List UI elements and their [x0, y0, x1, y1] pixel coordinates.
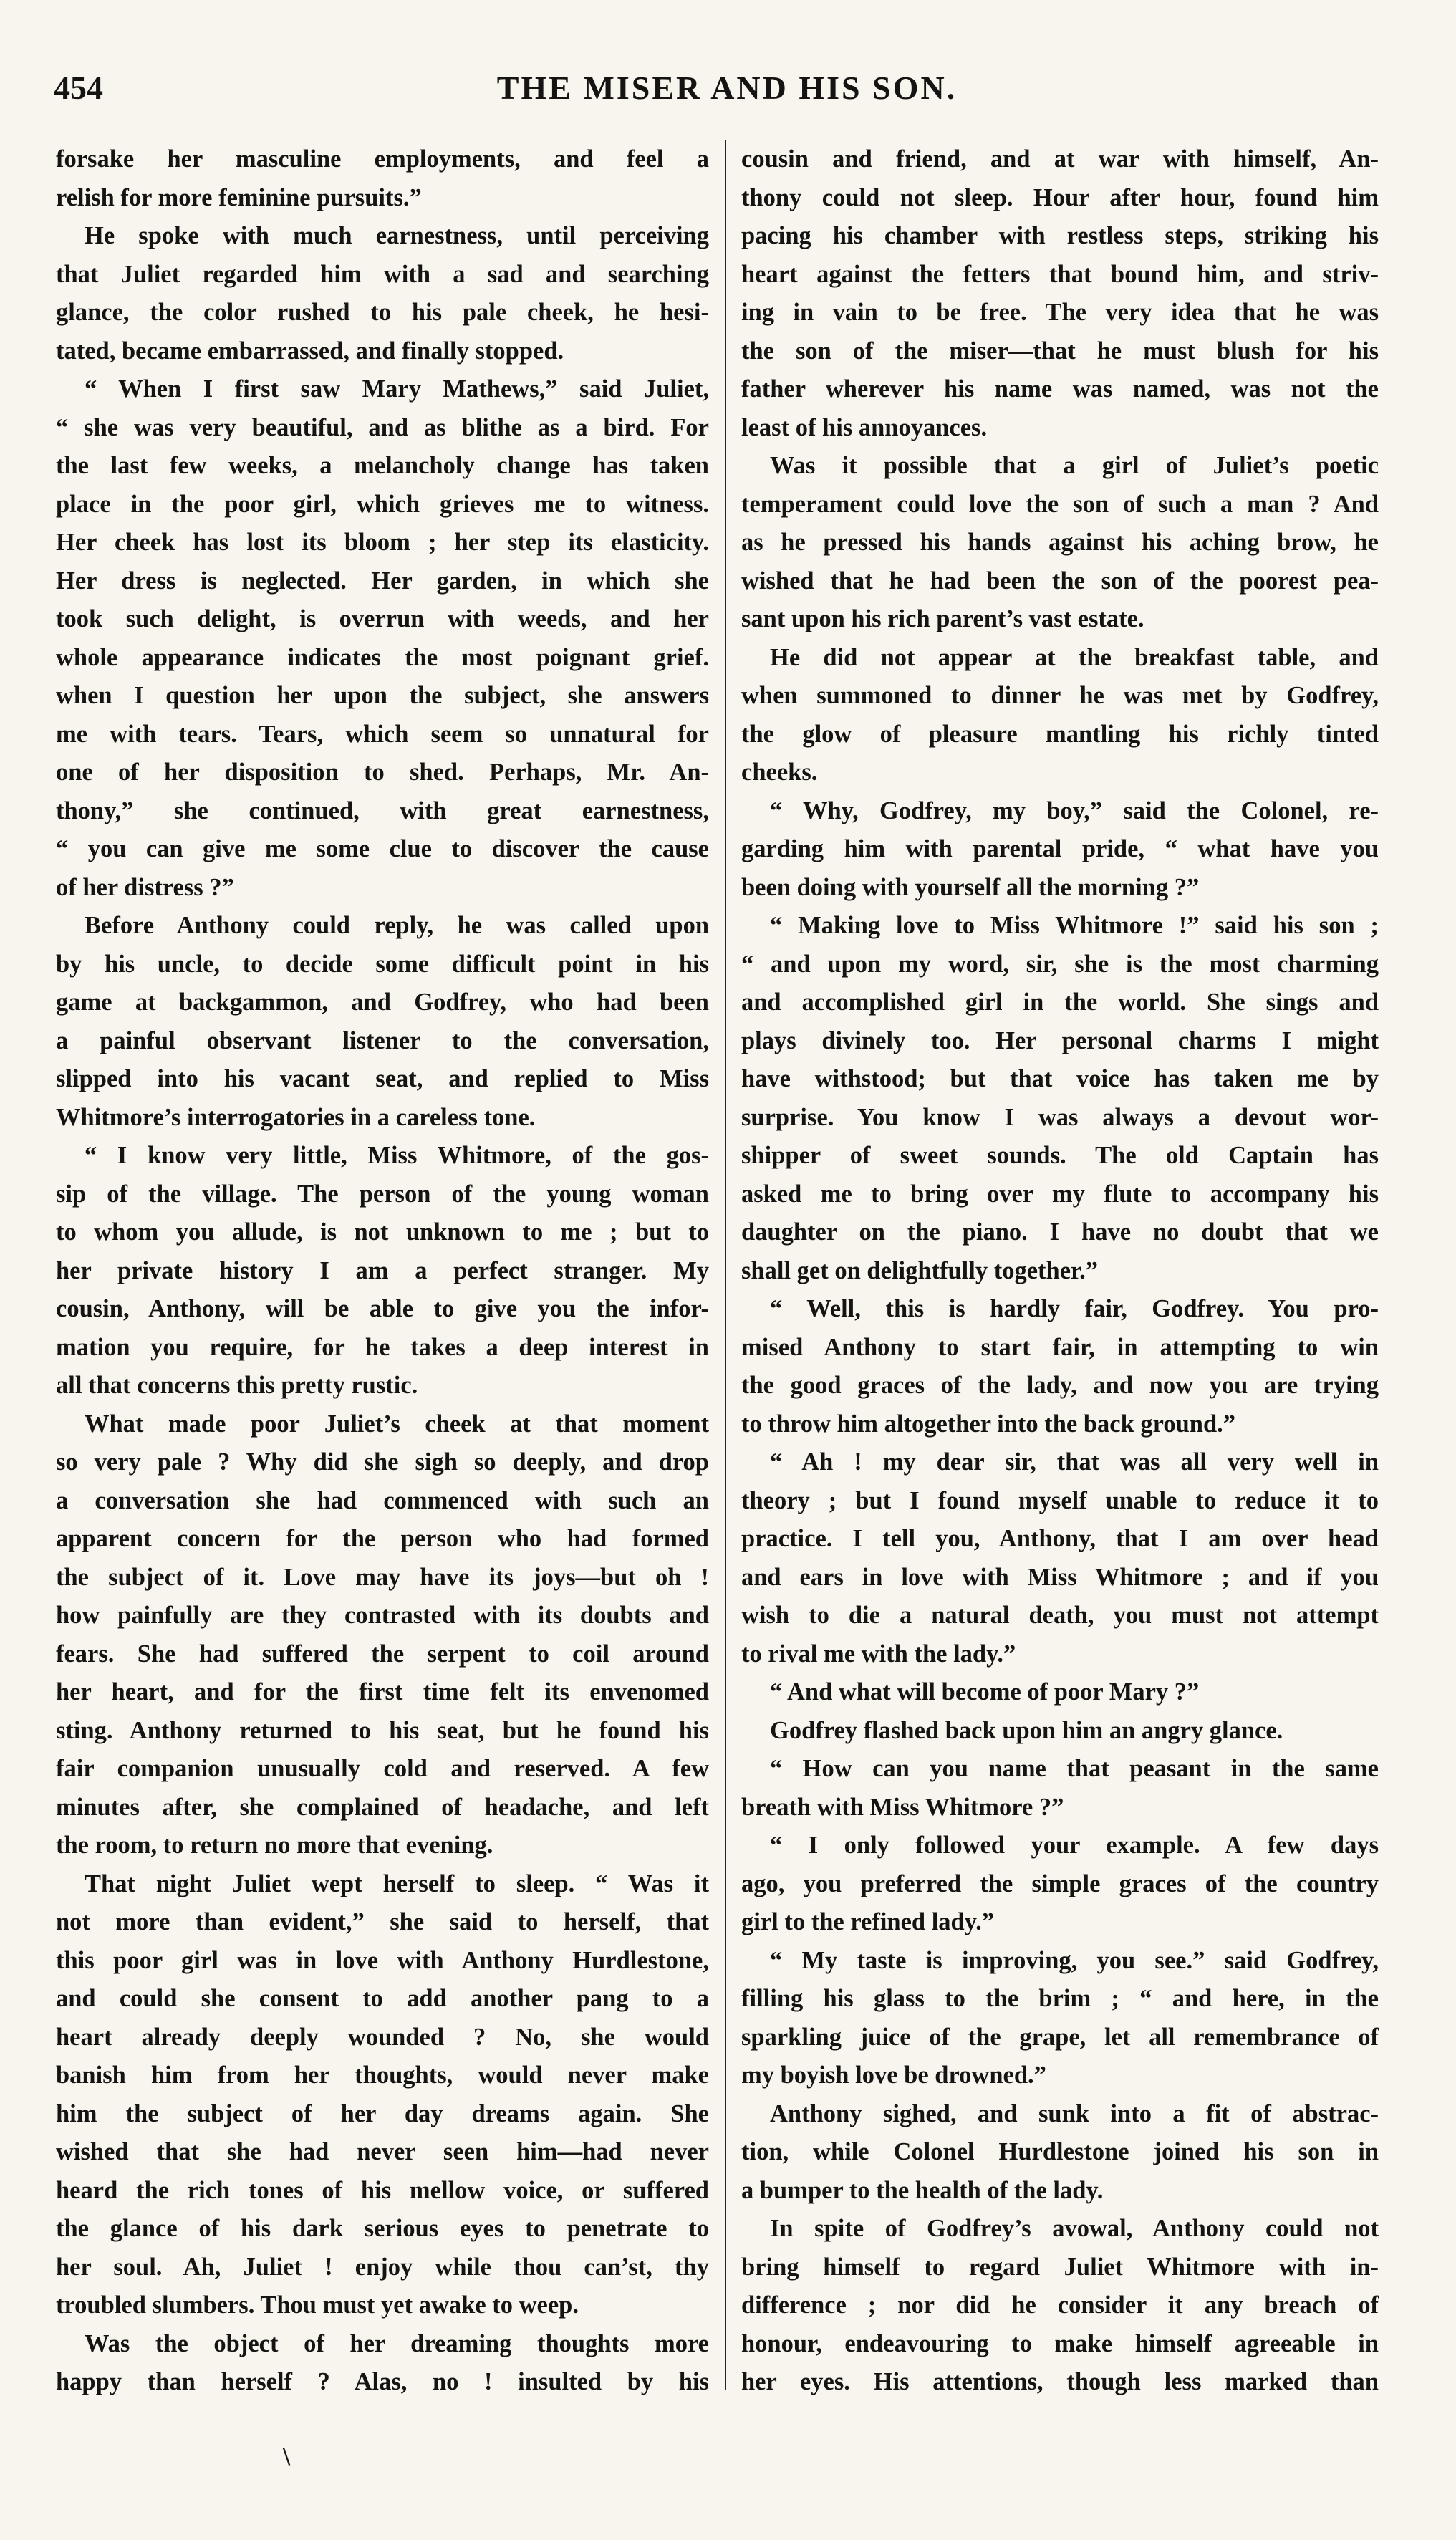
text-line: as he pressed his hands against his aching brow, he: [741, 529, 1379, 556]
text-line: troubled slumbers. Thou must yet awake to weep.: [56, 2291, 579, 2319]
text-line: not more than evident,” she said to herself, that: [56, 1908, 709, 1935]
text-line: the room, to return no more that evening.: [56, 1832, 493, 1859]
text-line: been doing with yourself all the morning ?”: [741, 873, 1200, 901]
text-line: by his uncle, to decide some difficult point in his: [56, 950, 709, 978]
text-line: pacing his chamber with restless steps, striking his: [741, 222, 1379, 249]
text-line: shall get on delightfully together.”: [741, 1256, 1099, 1284]
text-line: wished that she had never seen him—had never: [56, 2138, 709, 2165]
text-line: minutes after, she complained of headache, and left: [56, 1793, 709, 1821]
text-line: one of her disposition to shed. Perhaps, Mr. An-: [56, 759, 709, 786]
text-line: “ I only followed your example. A few days: [770, 1832, 1379, 1859]
text-line: temperament could love the son of such a man ? And: [741, 490, 1379, 518]
text-line: cousin, Anthony, will be able to give you the infor-: [56, 1295, 709, 1322]
text-line: ing in vain to be free. The very idea that he was: [741, 299, 1379, 326]
text-line: that Juliet regarded him with a sad and searching: [56, 260, 709, 288]
text-line: Anthony sighed, and sunk into a fit of abstrac-: [770, 2099, 1379, 2127]
text-line: to rival me with the lady.”: [741, 1640, 1016, 1668]
text-line: daughter on the piano. I have no doubt that we: [741, 1218, 1379, 1246]
text-line: What made poor Juliet’s cheek at that moment: [85, 1410, 709, 1438]
page-header: [54, 69, 1400, 119]
text-line: how painfully are they contrasted with its doubts and: [56, 1602, 709, 1629]
text-line: heart already deeply wounded ? No, she would: [56, 2023, 709, 2051]
text-line: asked me to bring over my flute to accompany his: [741, 1180, 1379, 1208]
text-line: fears. She had suffered the serpent to coil around: [56, 1640, 709, 1668]
text-line: practice. I tell you, Anthony, that I am over head: [741, 1525, 1379, 1552]
text-line: “ When I first saw Mary Mathews,” said Juliet,: [85, 375, 709, 403]
text-line: forsake her masculine employments, and feel a: [56, 145, 709, 173]
text-line: “ Ah ! my dear sir, that was all very well in: [770, 1448, 1379, 1476]
text-line: relish for more feminine pursuits.”: [56, 183, 422, 211]
text-line: “ My taste is improving, you see.” said Godfrey,: [770, 1946, 1379, 1974]
running-title: THE MISER AND HIS SON.: [496, 69, 958, 106]
text-line: and could she consent to add another pang to a: [56, 1985, 709, 2012]
text-line: He spoke with much earnestness, until perceiving: [85, 222, 709, 249]
text-line: to throw him altogether into the back ground.”: [741, 1410, 1236, 1438]
text-line: In spite of Godfrey’s avowal, Anthony could not: [770, 2215, 1379, 2242]
text-line: wished that he had been the son of the poorest pea-: [741, 567, 1379, 595]
text-line: “ Making love to Miss Whitmore !” said his son ;: [770, 912, 1379, 939]
text-line: “ Well, this is hardly fair, Godfrey. You pro-: [770, 1295, 1379, 1322]
text-line: the glow of pleasure mantling his richly tinted: [741, 720, 1379, 748]
text-line: all that concerns this pretty rustic.: [56, 1372, 418, 1399]
text-line: sip of the village. The person of the young woman: [56, 1180, 709, 1208]
text-line: fair companion unusually cold and reserved. A few: [56, 1755, 709, 1782]
text-line: Her cheek has lost its bloom ; her step its elasticity.: [56, 529, 709, 556]
text-line: theory ; but I found myself unable to reduce it to: [741, 1486, 1379, 1514]
text-line: garding him with parental pride, “ what have you: [741, 835, 1379, 862]
text-line: when summoned to dinner he was met by Godfrey,: [741, 682, 1379, 709]
text-line: breath with Miss Whitmore ?”: [741, 1793, 1064, 1821]
text-line: me with tears. Tears, which seem so unnatural for: [56, 720, 709, 748]
text-line: surprise. You know I was always a devout wor-: [741, 1103, 1379, 1131]
text-line: Her dress is neglected. Her garden, in which she: [56, 567, 709, 595]
text-line: honour, endeavouring to make himself agreeable in: [741, 2329, 1379, 2357]
text-line: cousin and friend, and at war with himself, An-: [741, 145, 1379, 173]
text-line: Was the object of her dreaming thoughts more: [85, 2329, 709, 2357]
text-line: “ I know very little, Miss Whitmore, of the gos-: [85, 1142, 709, 1169]
text-line: apparent concern for the person who had formed: [56, 1525, 709, 1552]
text-line: mation you require, for he takes a deep interest in: [56, 1333, 709, 1361]
text-line: He did not appear at the breakfast table, and: [770, 643, 1379, 671]
text-line: the glance of his dark serious eyes to penetrate to: [56, 2215, 709, 2242]
text-line: heart against the fetters that bound him, and striv-: [741, 260, 1379, 288]
text-line: took such delight, is overrun with weeds, and her: [56, 605, 709, 632]
text-line: the subject of it. Love may have its joys—but oh !: [56, 1563, 709, 1591]
text-line: a bumper to the health of the lady.: [741, 2176, 1104, 2204]
text-line: the son of the miser—that he must blush for his: [741, 337, 1379, 365]
text-line: tion, while Colonel Hurdlestone joined his son in: [741, 2138, 1379, 2165]
text-line: whole appearance indicates the most poignant grief.: [56, 643, 709, 671]
text-line: banish him from her thoughts, would never make: [56, 2062, 709, 2089]
text-line: tated, became embarrassed, and finally stopped.: [56, 337, 564, 365]
text-line: her heart, and for the first time felt its envenomed: [56, 1678, 709, 1706]
text-line: glance, the color rushed to his pale cheek, he hesi-: [56, 299, 709, 326]
text-line: this poor girl was in love with Anthony Hurdlestone,: [56, 1946, 709, 1974]
text-line: a painful observant listener to the conversation,: [56, 1026, 709, 1054]
text-line: have withstood; but that voice has taken me by: [741, 1065, 1379, 1092]
text-line: her soul. Ah, Juliet ! enjoy while thou can’st, thy: [56, 2253, 709, 2281]
text-line: him the subject of her day dreams again. She: [56, 2099, 709, 2127]
text-line: slipped into his vacant seat, and replied to Miss: [56, 1065, 709, 1092]
text-line: her private history I am a perfect stranger. My: [56, 1256, 709, 1284]
text-line: “ Why, Godfrey, my boy,” said the Colonel, re-: [770, 797, 1379, 824]
text-line: “ How can you name that peasant in the same: [770, 1755, 1379, 1782]
text-line: bring himself to regard Juliet Whitmore with in-: [741, 2253, 1379, 2281]
text-line: ago, you preferred the simple graces of the country: [741, 1870, 1379, 1897]
text-line: my boyish love be drowned.”: [741, 2062, 1046, 2089]
text-line: filling his glass to the brim ; “ and here, in the: [741, 1985, 1379, 2012]
text-line: heard the rich tones of his mellow voice, or suffered: [56, 2176, 709, 2204]
text-line: the good graces of the lady, and now you are trying: [741, 1372, 1379, 1399]
text-line: a conversation she had commenced with such an: [56, 1486, 709, 1514]
text-line: wish to die a natural death, you must not attempt: [741, 1602, 1379, 1629]
text-line: sant upon his rich parent’s vast estate.: [741, 605, 1144, 632]
text-line: mised Anthony to start fair, in attempting to win: [741, 1333, 1379, 1361]
text-line: Godfrey flashed back upon him an angry glance.: [770, 1716, 1283, 1744]
text-line: her eyes. His attentions, though less marked than: [741, 2368, 1379, 2395]
text-line: thony,” she continued, with great earnestness,: [56, 797, 709, 824]
text-line: thony could not sleep. Hour after hour, found him: [741, 183, 1379, 211]
text-line: sting. Anthony returned to his seat, but he found his: [56, 1716, 709, 1744]
text-line: “ she was very beautiful, and as blithe as a bird. For: [56, 413, 709, 441]
text-line: Was it possible that a girl of Juliet’s poetic: [770, 452, 1379, 479]
text-line: and accomplished girl in the world. She sings and: [741, 988, 1379, 1016]
text-line: Whitmore’s interrogatories in a careless tone.: [56, 1103, 536, 1131]
text-line: happy than herself ? Alas, no ! insulted by his: [56, 2368, 709, 2395]
text-line: “ And what will become of poor Mary ?”: [770, 1678, 1200, 1706]
footer-mark: \: [283, 2442, 291, 2471]
right-text-column: [741, 140, 1379, 2433]
text-line: girl to the refined lady.”: [741, 1908, 994, 1935]
column-divider: [725, 140, 726, 2390]
page-number: 454: [54, 69, 103, 106]
text-line: sparkling juice of the grape, let all remembrance of: [741, 2023, 1379, 2051]
text-line: of her distress ?”: [56, 873, 234, 901]
text-line: so very pale ? Why did she sigh so deeply, and drop: [56, 1448, 709, 1476]
text-line: Before Anthony could reply, he was called upon: [85, 912, 709, 939]
text-line: shipper of sweet sounds. The old Captain has: [741, 1142, 1379, 1169]
text-line: place in the poor girl, which grieves me to witness.: [56, 490, 709, 518]
left-text-column: [56, 140, 709, 2433]
text-line: and ears in love with Miss Whitmore ; and if you: [741, 1563, 1379, 1591]
text-line: when I question her upon the subject, she answers: [56, 682, 709, 709]
text-line: difference ; nor did he consider it any breach of: [741, 2291, 1379, 2319]
text-line: That night Juliet wept herself to sleep. “ Was it: [85, 1870, 709, 1897]
text-line: “ you can give me some clue to discover the cause: [56, 835, 709, 862]
text-line: father wherever his name was named, was not the: [741, 375, 1379, 403]
text-line: “ and upon my word, sir, she is the most charming: [741, 950, 1379, 978]
text-line: game at backgammon, and Godfrey, who had been: [56, 988, 709, 1016]
text-line: least of his annoyances.: [741, 413, 988, 441]
text-line: to whom you allude, is not unknown to me ; but to: [56, 1218, 709, 1246]
text-line: cheeks.: [741, 759, 818, 786]
text-line: the last few weeks, a melancholy change has taken: [56, 452, 709, 479]
text-line: plays divinely too. Her personal charms I might: [741, 1026, 1379, 1054]
